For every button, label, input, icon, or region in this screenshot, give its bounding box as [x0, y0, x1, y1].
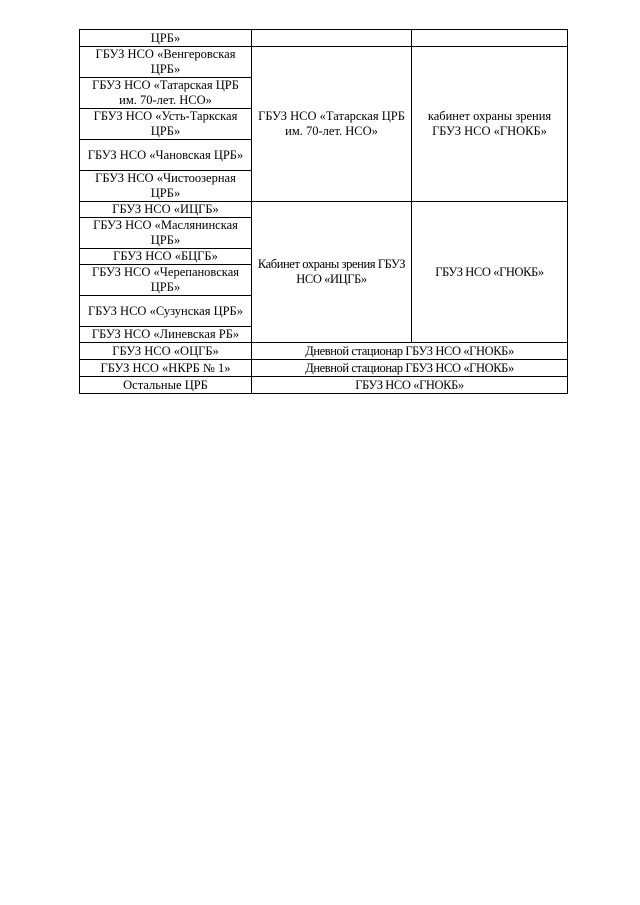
org-cell: ГБУЗ НСО «Татарская ЦРБ им. 70-лет. НСО»	[80, 78, 252, 109]
empty-cell	[252, 30, 412, 47]
org-cell: ГБУЗ НСО «ОЦГБ»	[80, 343, 252, 360]
org-cell: ГБУЗ НСО «ИЦГБ»	[80, 202, 252, 218]
first-stage-cell: ГБУЗ НСО «Татарская ЦРБ им. 70-лет. НСО»	[252, 47, 412, 202]
table-row	[80, 343, 568, 360]
target-cell: Дневной стационар ГБУЗ НСО «ГНОКБ»	[252, 360, 568, 377]
org-cell: ГБУЗ НСО «Чистоозерная ЦРБ»	[80, 171, 252, 202]
table-row	[80, 360, 568, 377]
org-cell: Остальные ЦРБ	[80, 377, 252, 394]
org-cell: ГБУЗ НСО «Усть-Таркская ЦРБ»	[80, 109, 252, 140]
org-cell: ГБУЗ НСО «Черепановская ЦРБ»	[80, 265, 252, 296]
org-cell: ГБУЗ НСО «Маслянинская ЦРБ»	[80, 218, 252, 249]
table-row	[80, 30, 568, 47]
routing-table	[79, 29, 568, 394]
table-row	[80, 47, 568, 78]
target-cell: Дневной стационар ГБУЗ НСО «ГНОКБ»	[252, 343, 568, 360]
org-cell: ГБУЗ НСО «Линевская РБ»	[80, 327, 252, 343]
org-cell: ЦРБ»	[80, 30, 252, 47]
org-cell: ГБУЗ НСО «Сузунская ЦРБ»	[80, 296, 252, 327]
empty-cell	[412, 30, 568, 47]
target-cell: ГБУЗ НСО «ГНОКБ»	[252, 377, 568, 394]
table-row	[80, 202, 568, 218]
org-cell: ГБУЗ НСО «Чановская ЦРБ»	[80, 140, 252, 171]
org-cell: ГБУЗ НСО «НКРБ № 1»	[80, 360, 252, 377]
second-stage-cell: кабинет охраны зрения ГБУЗ НСО «ГНОКБ»	[412, 47, 568, 202]
second-stage-cell: ГБУЗ НСО «ГНОКБ»	[412, 202, 568, 343]
table-row	[80, 377, 568, 394]
org-cell: ГБУЗ НСО «Венгеровская ЦРБ»	[80, 47, 252, 78]
org-cell: ГБУЗ НСО «БЦГБ»	[80, 249, 252, 265]
first-stage-cell: Кабинет охраны зрения ГБУЗ НСО «ИЦГБ»	[252, 202, 412, 343]
